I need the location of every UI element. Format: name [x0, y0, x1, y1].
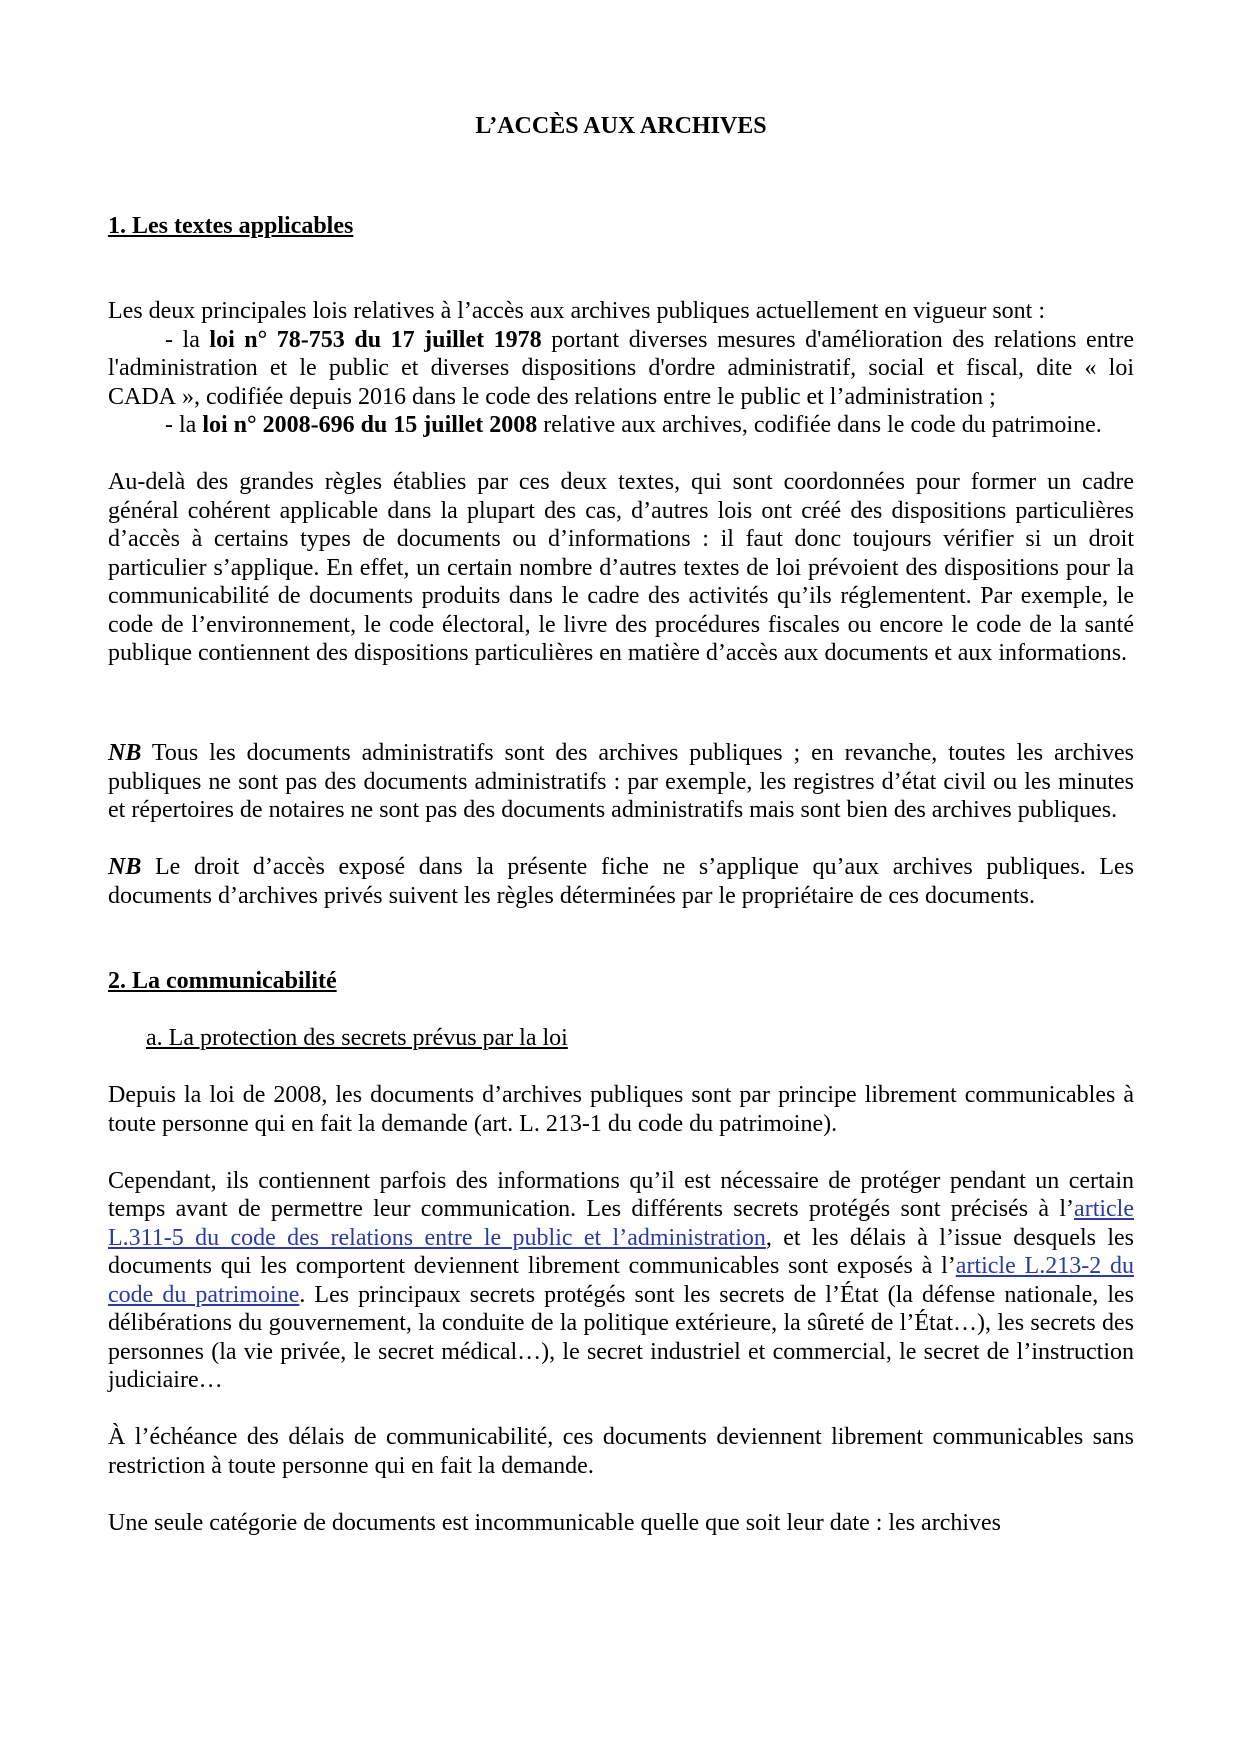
text-run: loi n° 78-753 du 17 juillet 1978 — [209, 326, 542, 353]
text-run: Cependant, ils contiennent parfois des informations qu’il est nécessaire de protéger pendant un certain temps avant de permettre leur communication. Les différents secrets protégés sont précisés à l’ — [108, 1167, 1134, 1222]
text-run: loi n° 2008-696 du 15 juillet 2008 — [202, 412, 538, 439]
text-run: Une seule catégorie de documents est incommunicable quelle que soit leur date : les archives — [108, 1509, 1002, 1536]
paragraph-echeance — [108, 1423, 1134, 1480]
text-run: NB — [108, 854, 142, 880]
paragraph-intro — [108, 297, 1134, 326]
paragraph-loi-1978 — [108, 326, 1134, 412]
sub-heading-a — [146, 1024, 1134, 1053]
paragraph-depuis — [108, 1081, 1134, 1138]
text-run: portant diverses mesures d'amélioration des relations entre l'administration et le public et diverses dispositions d'ordre administratif, social et fiscal, dite « loi CADA », codifiée depuis 2016 dans le code des relations entre le public et l’administration ; — [108, 326, 1135, 410]
text-run: Au-delà des grandes règles établies par ces deux textes, qui sont coordonnées pour former un cadre général cohérent applicable dans la plupart des cas, d’autres lois ont créé des dispositions particulières d’accès à certains types de documents ou d’informations : il faut donc toujours vérifier si un droit particulier s’applique. En effet, un certain nombre d’autres textes de loi prévoient des dispositions pour la communicabilité de documents produits dans le cadre des activités qu’ils réglementent. Par exemple, le code de l’environnement, le code électoral, le livre des procédures fiscales ou encore le code de la santé publique contiennent des dispositions particulières en matière d’accès aux documents et aux informations. — [108, 469, 1134, 667]
document-title — [108, 112, 1134, 141]
text-run: Le droit d’accès exposé dans la présente fiche ne s’applique qu’aux archives publiques. Les documents d’archives privés suivent les règles déterminées par le propriétaire de ces documents. — [108, 854, 1134, 909]
text-run: Depuis la loi de 2008, les documents d’archives publiques sont par principe librement communicables à toute personne qui en fait la demande (art. L. 213-1 du code du patrimoine). — [108, 1082, 1134, 1137]
text-link[interactable]: article L.213-2 du code du patrimoine — [108, 1253, 1135, 1308]
text-run: - la — [165, 326, 210, 353]
text-run: 2. La communicabilité — [108, 968, 337, 994]
paragraph-nb-2 — [108, 853, 1134, 910]
text-run: Les deux principales lois relatives à l’accès aux archives publiques actuellement en vigueur sont : — [108, 298, 1046, 325]
text-link[interactable]: article L.311-5 du code des relations entre le public et l’administration — [108, 1196, 1134, 1251]
paragraph-nb-1 — [108, 739, 1134, 825]
text-run: NB — [108, 740, 142, 766]
text-run: - la — [165, 412, 203, 439]
text-run: 1. Les textes applicables — [108, 212, 354, 239]
section-heading-2 — [108, 967, 1134, 996]
text-run: , et les délais à l’issue desquels les documents qui les comportent deviennent librement communicables sont exposés à l’ — [108, 1224, 1134, 1279]
text-run: L’ACCÈS AUX ARCHIVES — [475, 113, 767, 139]
section-heading-1 — [108, 212, 1134, 241]
text-run: a. La protection des secrets prévus par la loi — [146, 1025, 568, 1051]
paragraph-au-dela — [108, 468, 1134, 668]
paragraph-loi-2008 — [108, 411, 1134, 440]
paragraph-cependant — [108, 1167, 1134, 1395]
text-run: . Les principaux secrets protégés sont les secrets de l’État (la défense nationale, les délibérations du gouvernement, la conduite de la politique extérieure, la sûreté de l’État…), les secrets des personnes (la vie privée, le secret médical…), le secret industriel et commercial, le secret de l’instruction judiciaire… — [108, 1281, 1134, 1393]
text-run: À l’échéance des délais de communicabilité, ces documents deviennent librement communicables sans restriction à toute personne qui en fait la demande. — [108, 1424, 1134, 1479]
text-run: Tous les documents administratifs sont des archives publiques ; en revanche, toutes les archives publiques ne sont pas des documents administratifs : par exemple, les registres d’état civil ou les minutes et répertoires de notaires ne sont pas des documents administratifs mais sont bien des archives publiques. — [108, 740, 1134, 823]
text-run: relative aux archives, codifiée dans le code du patrimoine. — [537, 412, 1102, 439]
paragraph-une-seule — [108, 1509, 1134, 1538]
